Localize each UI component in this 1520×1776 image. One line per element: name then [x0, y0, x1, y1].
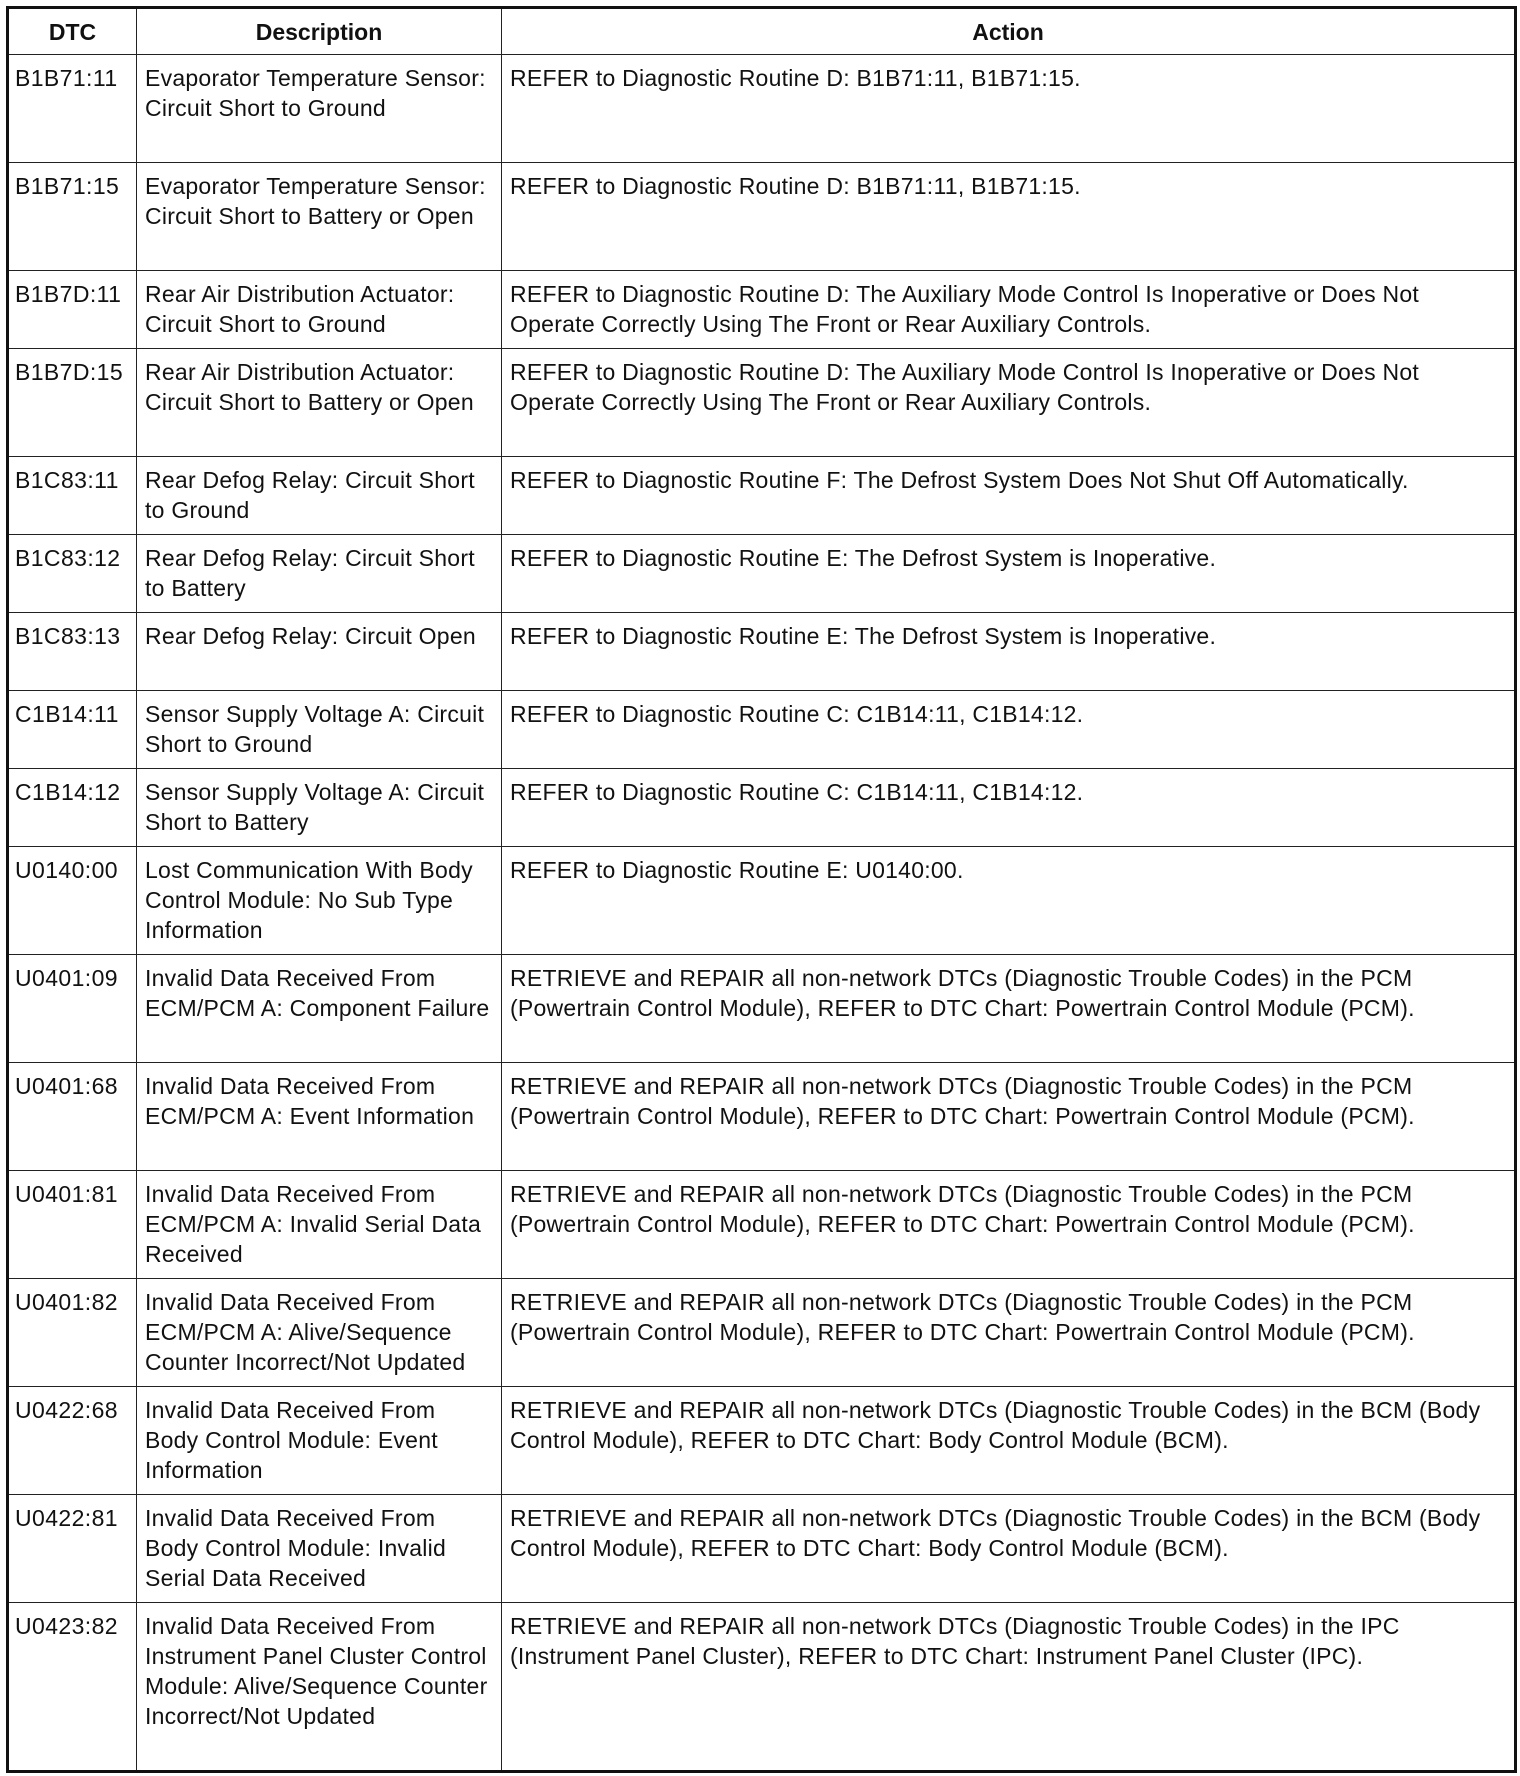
header-row [8, 8, 1516, 55]
description-cell: Sensor Supply Voltage A: Circuit Short to Battery [137, 769, 502, 847]
table-row [8, 535, 1516, 613]
action-cell: REFER to Diagnostic Routine F: The Defrost System Does Not Shut Off Automatically. [502, 457, 1516, 535]
header-action: Action [502, 8, 1516, 55]
dtc-cell: B1B7D:11 [8, 271, 137, 349]
dtc-cell: U0401:09 [8, 955, 137, 1063]
description-cell: Invalid Data Received From ECM/PCM A: Invalid Serial Data Received [137, 1171, 502, 1279]
description-cell: Invalid Data Received From ECM/PCM A: Component Failure [137, 955, 502, 1063]
table-row [8, 349, 1516, 457]
description-cell: Sensor Supply Voltage A: Circuit Short to Ground [137, 691, 502, 769]
table-row [8, 1603, 1516, 1772]
dtc-cell: B1C83:11 [8, 457, 137, 535]
header-description: Description [137, 8, 502, 55]
dtc-cell: U0422:68 [8, 1387, 137, 1495]
action-cell: REFER to Diagnostic Routine C: C1B14:11, C1B14:12. [502, 769, 1516, 847]
header-dtc: DTC [8, 8, 137, 55]
description-cell: Evaporator Temperature Sensor: Circuit Short to Ground [137, 55, 502, 163]
description-cell: Rear Defog Relay: Circuit Short to Ground [137, 457, 502, 535]
description-cell: Invalid Data Received From Instrument Panel Cluster Control Module: Alive/Sequence Counter Incorrect/Not Updated [137, 1603, 502, 1772]
dtc-cell: B1B7D:15 [8, 349, 137, 457]
action-cell: REFER to Diagnostic Routine D: B1B71:11, B1B71:15. [502, 163, 1516, 271]
action-cell: REFER to Diagnostic Routine D: B1B71:11, B1B71:15. [502, 55, 1516, 163]
table-row [8, 847, 1516, 955]
table-row [8, 1171, 1516, 1279]
table-row [8, 955, 1516, 1063]
dtc-cell: U0423:82 [8, 1603, 137, 1772]
table-row [8, 1495, 1516, 1603]
dtc-cell: B1B71:15 [8, 163, 137, 271]
action-cell: REFER to Diagnostic Routine D: The Auxiliary Mode Control Is Inoperative or Does Not Operate Correctly Using The Front or Rear Auxiliary Controls. [502, 349, 1516, 457]
table-row [8, 613, 1516, 691]
dtc-cell: U0140:00 [8, 847, 137, 955]
action-cell: REFER to Diagnostic Routine E: U0140:00. [502, 847, 1516, 955]
dtc-cell: B1C83:13 [8, 613, 137, 691]
description-cell: Rear Air Distribution Actuator: Circuit Short to Battery or Open [137, 349, 502, 457]
description-cell: Rear Defog Relay: Circuit Short to Battery [137, 535, 502, 613]
action-cell: REFER to Diagnostic Routine D: The Auxiliary Mode Control Is Inoperative or Does Not Operate Correctly Using The Front or Rear Auxiliary Controls. [502, 271, 1516, 349]
description-cell: Invalid Data Received From Body Control Module: Invalid Serial Data Received [137, 1495, 502, 1603]
dtc-cell: U0422:81 [8, 1495, 137, 1603]
table-row [8, 271, 1516, 349]
action-cell: RETRIEVE and REPAIR all non-network DTCs (Diagnostic Trouble Codes) in the PCM (Powertrain Control Module), REFER to DTC Chart: Powertrain Control Module (PCM). [502, 955, 1516, 1063]
description-cell: Evaporator Temperature Sensor: Circuit Short to Battery or Open [137, 163, 502, 271]
action-cell: RETRIEVE and REPAIR all non-network DTCs (Diagnostic Trouble Codes) in the PCM (Powertrain Control Module), REFER to DTC Chart: Powertrain Control Module (PCM). [502, 1063, 1516, 1171]
table-row [8, 1279, 1516, 1387]
table-row [8, 55, 1516, 163]
action-cell: RETRIEVE and REPAIR all non-network DTCs (Diagnostic Trouble Codes) in the IPC (Instrument Panel Cluster), REFER to DTC Chart: Instrument Panel Cluster (IPC). [502, 1603, 1516, 1772]
dtc-cell: B1C83:12 [8, 535, 137, 613]
description-cell: Invalid Data Received From Body Control Module: Event Information [137, 1387, 502, 1495]
action-cell: REFER to Diagnostic Routine E: The Defrost System is Inoperative. [502, 535, 1516, 613]
table-row [8, 769, 1516, 847]
description-cell: Rear Defog Relay: Circuit Open [137, 613, 502, 691]
action-cell: REFER to Diagnostic Routine C: C1B14:11, C1B14:12. [502, 691, 1516, 769]
description-cell: Invalid Data Received From ECM/PCM A: Alive/Sequence Counter Incorrect/Not Updated [137, 1279, 502, 1387]
dtc-table [6, 6, 1517, 1773]
action-cell: RETRIEVE and REPAIR all non-network DTCs (Diagnostic Trouble Codes) in the PCM (Powertrain Control Module), REFER to DTC Chart: Powertrain Control Module (PCM). [502, 1171, 1516, 1279]
table-row [8, 163, 1516, 271]
table-row [8, 457, 1516, 535]
action-cell: RETRIEVE and REPAIR all non-network DTCs (Diagnostic Trouble Codes) in the BCM (Body Control Module), REFER to DTC Chart: Body Control Module (BCM). [502, 1495, 1516, 1603]
description-cell: Rear Air Distribution Actuator: Circuit Short to Ground [137, 271, 502, 349]
action-cell: RETRIEVE and REPAIR all non-network DTCs (Diagnostic Trouble Codes) in the PCM (Powertrain Control Module), REFER to DTC Chart: Powertrain Control Module (PCM). [502, 1279, 1516, 1387]
table-row [8, 691, 1516, 769]
table-row [8, 1063, 1516, 1171]
description-cell: Lost Communication With Body Control Module: No Sub Type Information [137, 847, 502, 955]
dtc-cell: U0401:68 [8, 1063, 137, 1171]
dtc-cell: U0401:82 [8, 1279, 137, 1387]
dtc-cell: B1B71:11 [8, 55, 137, 163]
table-row [8, 1387, 1516, 1495]
dtc-cell: C1B14:12 [8, 769, 137, 847]
dtc-cell: C1B14:11 [8, 691, 137, 769]
description-cell: Invalid Data Received From ECM/PCM A: Event Information [137, 1063, 502, 1171]
dtc-cell: U0401:81 [8, 1171, 137, 1279]
action-cell: REFER to Diagnostic Routine E: The Defrost System is Inoperative. [502, 613, 1516, 691]
action-cell: RETRIEVE and REPAIR all non-network DTCs (Diagnostic Trouble Codes) in the BCM (Body Control Module), REFER to DTC Chart: Body Control Module (BCM). [502, 1387, 1516, 1495]
